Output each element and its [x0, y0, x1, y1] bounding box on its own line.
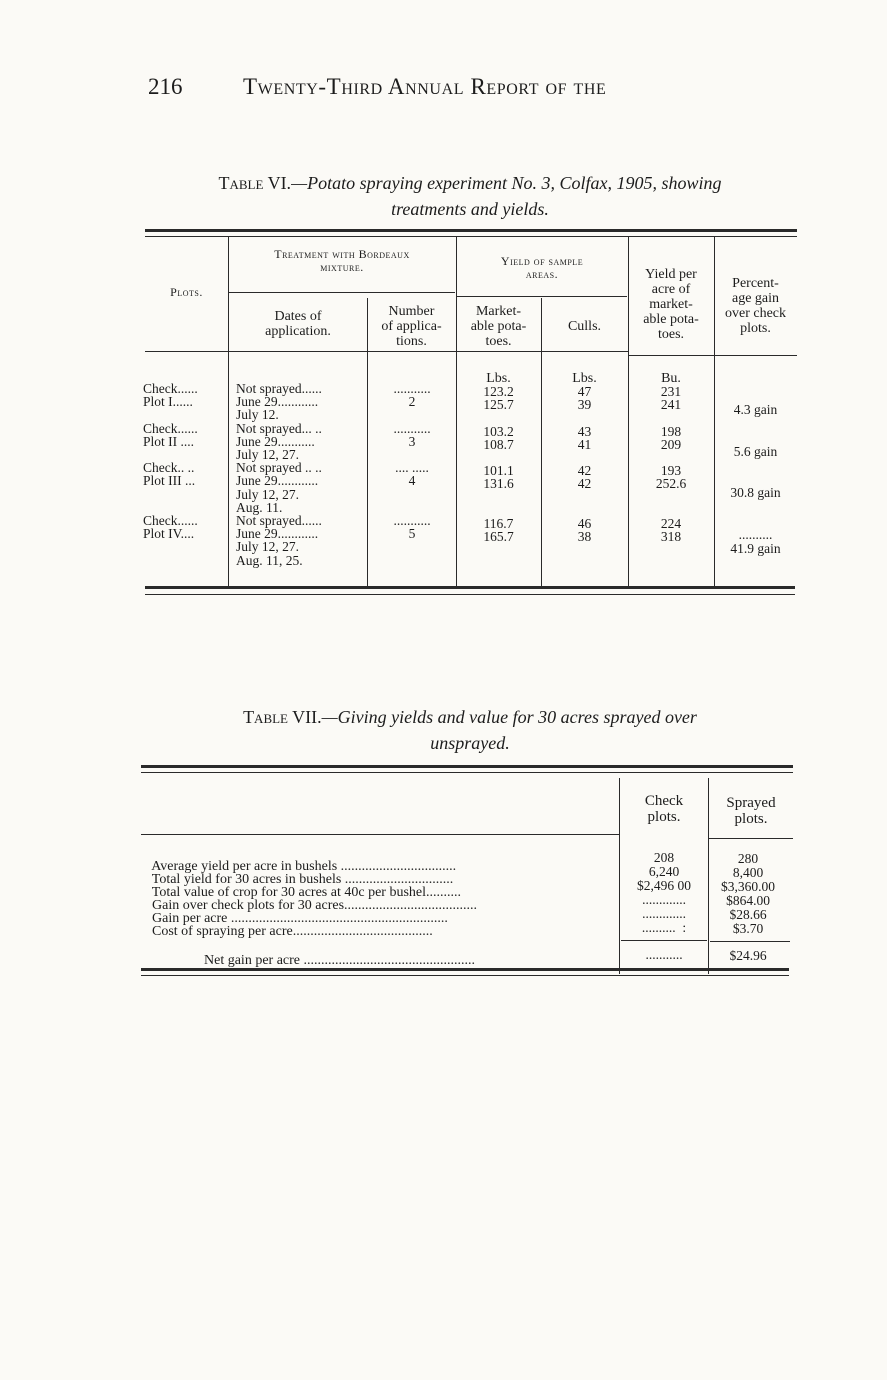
header-pct-line4: plots. — [740, 321, 771, 336]
net-label: Net gain per acre ................................................. — [204, 952, 475, 968]
header-yield-acre-line5: toes. — [657, 327, 685, 342]
header-number-line2: of applica- — [381, 319, 442, 334]
net-sprayed-value: $24.96 — [729, 948, 767, 963]
row-label: Gain over check plots for 30 acres...................................... — [152, 897, 478, 913]
check-value: ............. — [642, 892, 686, 907]
header-yield-acre-line4: able pota- — [643, 312, 699, 327]
row-label: Gain per acre .............................................................. — [152, 910, 448, 926]
page-number: 216 — [148, 74, 183, 99]
header-treatment-line1: Treatment with Bordeaux — [274, 247, 410, 261]
sprayed-value: 8,400 — [732, 865, 764, 880]
header-check-line1: Check — [644, 793, 684, 809]
check-value: .......... : — [641, 920, 687, 935]
check-value: 208 — [653, 850, 675, 865]
unit-bu: Bu. — [661, 371, 681, 386]
column-dates: Not sprayed...... June 29............ July 12. Not sprayed... .. June 29........... July 12, 27. Not sprayed .. .. June 29............ July 12, 27. Aug. 11. Not sprayed...... June 29............ July 12, 27. Aug. 11, 25. — [236, 381, 322, 568]
table7-header-rule — [709, 838, 793, 839]
unit-lbs-marketable: Lbs. — [486, 371, 511, 386]
header-dates-line2: application. — [265, 324, 331, 339]
row-label: Average yield per acre in bushels ................................. — [151, 858, 457, 874]
table7-top-rule — [141, 765, 793, 768]
row-label: Cost of spraying per acre........................................ — [152, 923, 433, 939]
table7-caption-lead: Table VII. — [243, 707, 322, 727]
sprayed-value: 280 — [737, 851, 759, 866]
sprayed-value: $3,360.00 — [721, 879, 775, 894]
header-number-line1: Number — [388, 304, 435, 319]
column-yield-acre: 231 241 198 209 193 252.6 224 318 — [655, 384, 687, 545]
table7-header-rule — [141, 834, 620, 835]
check-value: ............. — [642, 906, 686, 921]
sprayed-value: $864.00 — [726, 893, 770, 908]
table7-top-rule-inner — [141, 772, 793, 773]
header-yield-line1: Yield of sample — [500, 254, 584, 268]
check-value: $2,496 00 — [637, 878, 691, 893]
header-pct-line3: over check — [724, 306, 787, 321]
header-culls: Culls. — [567, 319, 602, 334]
table7-caption-text: —Giving yields and value for 30 acres sprayed over — [321, 707, 697, 727]
table7-subtotal-rule — [621, 940, 707, 941]
header-sprayed-line1: Sprayed — [726, 795, 776, 811]
check-value: 6,240 — [648, 864, 680, 879]
sprayed-value: $28.66 — [729, 907, 767, 922]
column-percent-gain: 4.3 gain 5.6 gain 30.8 gain .......... 41.9 gain — [730, 401, 781, 556]
table6-caption-text: —Potato spraying experiment No. 3, Colfax, 1905, showing — [291, 173, 722, 193]
header-sprayed-plots — [709, 795, 793, 827]
header-pct-line1: Percent- — [732, 276, 779, 291]
column-culls: 47 39 43 41 42 42 46 38 — [577, 384, 592, 545]
table7-subtotal-rule — [710, 941, 790, 942]
column-marketable: 123.2 125.7 103.2 108.7 101.1 131.6 116.7 165.7 — [483, 384, 514, 545]
header-marketable-line1: Market- — [475, 304, 522, 319]
row-label: Total yield for 30 acres in bushels ............................... — [151, 871, 454, 887]
header-check-line2: plots. — [647, 809, 681, 825]
sprayed-value: $3.70 — [732, 921, 764, 936]
header-number-line3: tions. — [396, 334, 427, 349]
header-plots: Plots. — [170, 285, 203, 299]
running-title: Twenty-Third Annual Report of the — [243, 74, 607, 99]
header-yield-acre-line2: acre of — [651, 282, 691, 297]
unit-lbs-culls: Lbs. — [572, 371, 597, 386]
header-treatment-line2: mixture. — [320, 260, 364, 274]
table7-caption-line2: unsprayed. — [430, 733, 510, 753]
row-label: Total value of crop for 30 acres at 40c per bushel.......... — [151, 884, 461, 900]
header-yield-line2: areas. — [525, 267, 559, 281]
header-marketable-line2: able pota- — [470, 319, 527, 334]
header-dates-line1: Dates of — [274, 309, 322, 324]
header-marketable-line3: toes. — [485, 334, 512, 349]
table7-bottom-rule — [141, 968, 789, 971]
table6-caption-line2: treatments and yields. — [391, 199, 549, 219]
column-plots: Check...... Plot I...... Check...... Plot II .... Check.. .. Plot III ... Check...... Plot IV.... — [143, 381, 198, 542]
header-yield-acre-line3: market- — [649, 297, 693, 312]
table7-bottom-rule-inner — [141, 975, 789, 976]
table6-caption-lead: Table VI. — [218, 173, 292, 193]
column-number: ........... 2 ........... 3 .... ..... 4 ........... 5 — [393, 381, 431, 542]
header-sprayed-line2: plots. — [734, 811, 768, 827]
header-pct-line2: age gain — [731, 291, 780, 306]
header-yield-acre-line1: Yield per — [645, 267, 697, 282]
net-check-value: ........... — [645, 947, 683, 962]
header-check-plots — [620, 793, 708, 825]
